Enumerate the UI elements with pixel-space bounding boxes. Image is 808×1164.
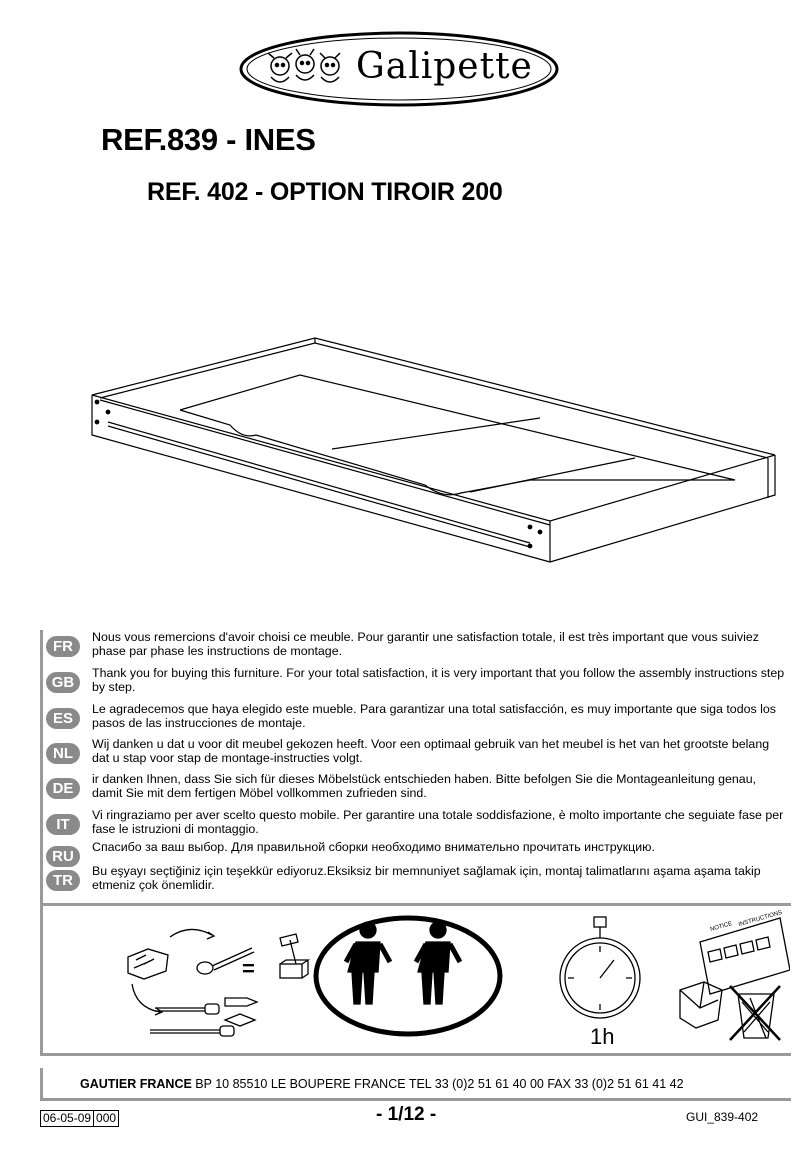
hammer-icon xyxy=(280,934,308,978)
lang-text: Le agradecemos que haya elegido este mueble. Para garantizar una total satisfacción, es muy importante que siga todos los pasos de las instrucciones de montaje. xyxy=(92,702,776,731)
lang-row-ru xyxy=(46,840,786,864)
frame-rule xyxy=(40,1098,791,1101)
screwdriver-icon xyxy=(150,1004,234,1036)
lang-text: Wij danken u dat u voor dit meubel gekozen heeft. Voor een optimaal gebruik van het meubel is het van het grootste belang dat u stap voor stap de montage-instructies volgt. xyxy=(92,737,770,766)
assembly-time: 1h xyxy=(590,1024,615,1049)
bin-crossed-icon xyxy=(730,986,780,1040)
lang-row-nl xyxy=(46,737,786,772)
document-reference: GUI_839-402 xyxy=(686,1110,759,1124)
lang-badge: NL xyxy=(46,743,80,764)
revision-date: 06-05-09 xyxy=(43,1111,92,1125)
company-address xyxy=(80,1077,684,1091)
logo-figures-icon xyxy=(268,49,340,82)
lang-text: Bu eşyayı seçtiğiniz için teşekkür ediyoruz.Eksiksiz bir memnuniyet sağlamak için, montaj talimatlarını aşama aşama takip etmeniz çok önemlidir. xyxy=(92,864,761,893)
lang-badge: TR xyxy=(46,870,80,891)
lang-badge: DE xyxy=(46,778,80,799)
person-icon xyxy=(346,922,390,1004)
frame-rule xyxy=(40,903,791,906)
manual-label-instructions: INSTRUCTIONS xyxy=(738,909,783,929)
revision-code: 000 xyxy=(93,1111,118,1126)
stopwatch-icon xyxy=(560,917,640,1018)
person-icon xyxy=(416,922,460,1004)
language-notes xyxy=(46,630,786,894)
brand-logo xyxy=(238,30,560,108)
lang-row-es xyxy=(46,702,786,737)
lang-row-gb xyxy=(46,666,786,702)
manual-label-notice: NOTICE xyxy=(709,920,734,934)
lang-badge: IT xyxy=(46,814,80,835)
lang-text: Vi ringraziamo per aver scelto questo mobile. Per garantire una totale soddisfazione, è molto importante che seguiate fase per fase le istruzioni di montaggio. xyxy=(92,808,784,837)
lang-badge: ES xyxy=(46,708,80,729)
screw-bits-icon xyxy=(225,998,257,1026)
lang-row-it xyxy=(46,808,786,840)
lang-badge: FR xyxy=(46,636,80,657)
drawer-illustration xyxy=(80,330,780,575)
frame-rule xyxy=(40,906,43,1056)
lang-text: Nous vous remercions d'avoir choisi ce meuble. Pour garantir une satisfaction totale, il est très important que vous suiviez phase par phase les instructions de montage. xyxy=(92,630,759,659)
frame-rule xyxy=(40,1068,43,1101)
lang-text: Спасибо за ваш выбор. Для правильной сборки необходимо внимательно прочитать инструкцию. xyxy=(92,840,655,854)
brand-name: Galipette xyxy=(356,46,533,87)
lang-row-fr xyxy=(46,630,786,666)
company-name: GAUTIER FRANCE xyxy=(80,1077,192,1091)
equals-sign: = xyxy=(242,956,255,981)
company-contact: BP 10 85510 LE BOUPERE FRANCE TEL 33 (0)2 51 61 40 00 FAX 33 (0)2 51 61 41 42 xyxy=(191,1077,684,1091)
lang-row-tr xyxy=(46,864,786,894)
page-number: - 1/12 - xyxy=(376,1104,437,1125)
lang-row-de xyxy=(46,772,786,808)
assembly-pictograms xyxy=(110,909,790,1057)
lang-text: ir danken Ihnen, dass Sie sich für dieses Möbelstück entschieden haben. Bitte befolgen Sie die Montageanleitung genau, damit Sie mit dem fertigen Möbel vollkommen zufrieden sind. xyxy=(92,772,757,801)
lang-badge: RU xyxy=(46,846,80,867)
lang-badge: GB xyxy=(46,672,80,693)
revision-box xyxy=(40,1110,119,1127)
page-title: REF.839 - INES xyxy=(101,122,316,157)
box-icon xyxy=(680,982,722,1028)
frame-rule xyxy=(40,630,43,903)
page-subtitle: REF. 402 - OPTION TIROIR 200 xyxy=(147,178,503,206)
lang-text: Thank you for buying this furniture. For your total satisfaction, it is very important that you follow the assembly instructions step by step. xyxy=(92,666,785,695)
toolbox-icon xyxy=(128,929,214,1015)
